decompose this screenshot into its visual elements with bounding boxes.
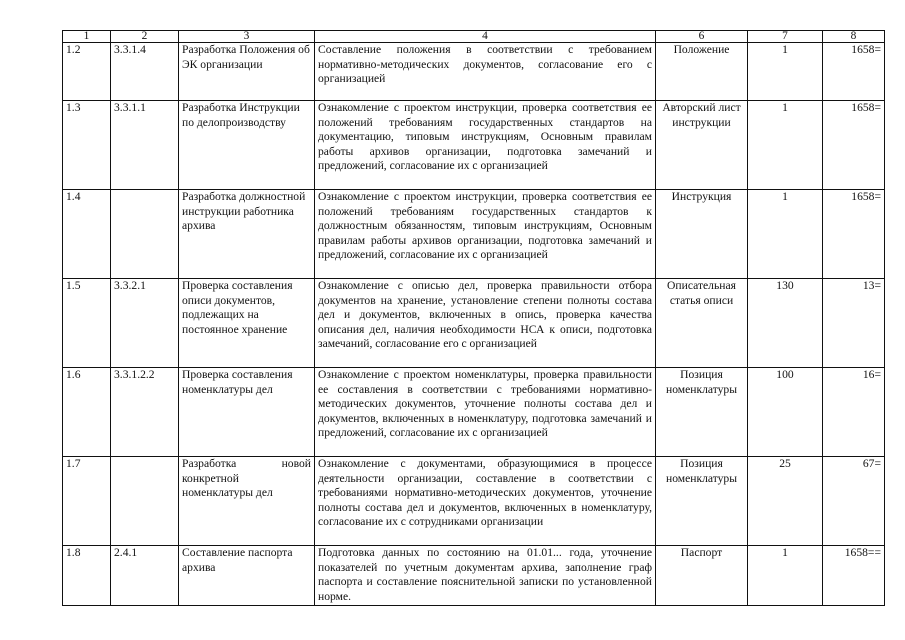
row-code: 3.3.2.1: [111, 279, 179, 368]
row-content: Подготовка данных по состоянию на 01.01... года, уточнение показателей по учетным документам архива, заполнение граф паспорта и составление пояснительной записки по установленной норме.: [315, 546, 656, 606]
header-cell: 8: [823, 31, 885, 43]
row-name: Разработка Положения об ЭК организации: [179, 43, 315, 101]
row-content: Ознакомление с описью дел, проверка правильности отбора документов на хранение, установление степени полноты состава дел и документов, включенных в опись, проверка качества описания дел, наличия необходимости НСА к описи, подготовка замечаний, согласование его с организацией: [315, 279, 656, 368]
row-unit: Описательная статья описи: [656, 279, 748, 368]
table-header-row: [63, 31, 885, 43]
row-unit: Позиция номенклатуры: [656, 368, 748, 457]
row-name: Составление паспорта архива: [179, 546, 315, 606]
row-number: 1.7: [63, 457, 111, 546]
header-cell: 2: [111, 31, 179, 43]
row-norm: 1658=: [823, 190, 885, 279]
row-norm: 1658=: [823, 101, 885, 190]
row-number: 1.3: [63, 101, 111, 190]
table-row: [63, 546, 885, 606]
row-unit: Положение: [656, 43, 748, 101]
row-unit: Авторский лист инструкции: [656, 101, 748, 190]
table-row: [63, 190, 885, 279]
row-unit: Паспорт: [656, 546, 748, 606]
row-content: Составление положения в соответствии с требованием нормативно-методических документов, согласование его с организацией: [315, 43, 656, 101]
table-row: [63, 368, 885, 457]
row-content: Ознакомление с документами, образующимися в процессе деятельности организации, составление в соответствии с требованиями нормативно-методических документов, уточнение полноты состава дел и документов, включенных в номенклатуру, согласование их с сотрудниками организации: [315, 457, 656, 546]
header-cell: 3: [179, 31, 315, 43]
row-norm: 1658=: [823, 43, 885, 101]
header-cell: 4: [315, 31, 656, 43]
row-unit: Инструкция: [656, 190, 748, 279]
row-norm: 13=: [823, 279, 885, 368]
row-content: Ознакомление с проектом инструкции, проверка соответствия ее положений требованиям государственных стандартов на документацию, типовым инструкциям, Основным правилам работы архивов организации, подготовка замечаний и предложений, согласование их с организацией: [315, 101, 656, 190]
norms-table: [62, 30, 885, 606]
table-row: [63, 101, 885, 190]
row-number: 1.5: [63, 279, 111, 368]
table-row: [63, 43, 885, 101]
row-name: Разработка Инструкции по делопроизводству: [179, 101, 315, 190]
row-quantity: 25: [748, 457, 823, 546]
row-code: 3.3.1.1: [111, 101, 179, 190]
row-number: 1.6: [63, 368, 111, 457]
row-content: Ознакомление с проектом инструкции, проверка соответствия ее положений требованиям государственных стандартов к должностным обязанностям, типовым инструкциям, Основным правилам работы архивов организации, подготовка замечаний и предложений, согласование их с организацией: [315, 190, 656, 279]
row-number: 1.8: [63, 546, 111, 606]
row-code: [111, 190, 179, 279]
row-content: Ознакомление с проектом номенклатуры, проверка правильности ее составления в соответствии с требованиями нормативно-методических документов, уточнение полноты состава дел и документов, включенных в номенклатуру, подготовка замечаний и предложений, согласование их с организацией: [315, 368, 656, 457]
row-number: 1.2: [63, 43, 111, 101]
row-quantity: 100: [748, 368, 823, 457]
table-row: [63, 279, 885, 368]
header-cell: 6: [656, 31, 748, 43]
row-name: Проверка составления номенклатуры дел: [179, 368, 315, 457]
row-quantity: 1: [748, 43, 823, 101]
row-code: 3.3.1.2.2: [111, 368, 179, 457]
row-name: Разработка новой конкретной номенклатуры дел: [179, 457, 315, 546]
header-cell: 7: [748, 31, 823, 43]
row-norm: 16=: [823, 368, 885, 457]
row-code: [111, 457, 179, 546]
row-name: Проверка составления описи документов, подлежащих на постоянное хранение: [179, 279, 315, 368]
row-code: 3.3.1.4: [111, 43, 179, 101]
row-quantity: 1: [748, 101, 823, 190]
table-row: [63, 457, 885, 546]
row-quantity: 1: [748, 190, 823, 279]
row-code: 2.4.1: [111, 546, 179, 606]
row-name: Разработка должностной инструкции работника архива: [179, 190, 315, 279]
row-number: 1.4: [63, 190, 111, 279]
row-norm: 67=: [823, 457, 885, 546]
row-unit: Позиция номенклатуры: [656, 457, 748, 546]
row-quantity: 1: [748, 546, 823, 606]
row-norm: 1658==: [823, 546, 885, 606]
header-cell: 1: [63, 31, 111, 43]
row-quantity: 130: [748, 279, 823, 368]
